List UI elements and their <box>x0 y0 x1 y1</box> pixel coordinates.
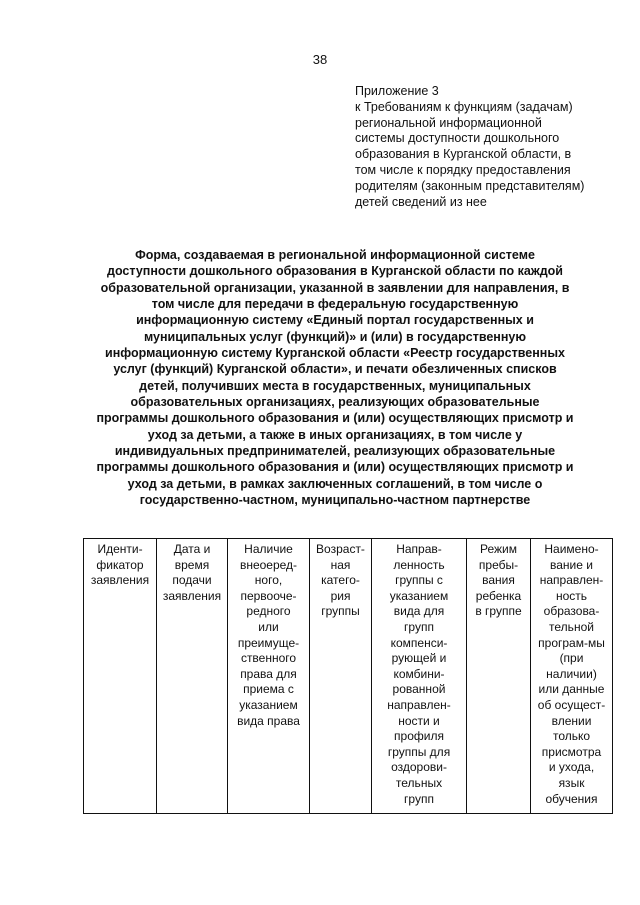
appendix-line: Приложение 3 <box>355 84 439 98</box>
header-cell-line: указанием <box>239 697 298 712</box>
header-cell-line: програм-мы <box>538 635 605 650</box>
header-cell-line: вида для <box>393 604 445 619</box>
header-cell-group-focus <box>372 539 467 814</box>
header-cell-line: вание и <box>550 557 593 572</box>
header-cell-line: ность <box>555 588 588 603</box>
header-cell-line: первооче- <box>240 588 297 603</box>
header-cell-line: язык <box>558 775 585 790</box>
header-cell-line: тельных <box>395 775 443 790</box>
form-title-line: программы дошкольного образования и (или) осуществляющих присмотр и <box>96 460 574 475</box>
header-cell-line: Наличие <box>244 542 293 556</box>
form-title-line: том числе для передачи в федеральную государственную <box>151 297 519 312</box>
form-title-line: Форма, создаваемая в региональной информационной системе <box>135 248 535 262</box>
header-cell-line: Иденти- <box>97 542 143 556</box>
appendix-line: детей сведений из нее <box>355 194 487 209</box>
form-title-line: доступности дошкольного образования в Курганской области по каждой <box>107 264 563 279</box>
header-cell-line: в группе <box>475 604 522 619</box>
form-title-line: муниципальных услуг (функций)» и (или) в государственную <box>143 329 527 344</box>
header-cell-line: Режим <box>480 542 517 556</box>
header-cell-line: группы для <box>387 744 451 759</box>
header-cell-line: групп <box>404 619 434 634</box>
header-cell-line: подачи <box>172 573 212 588</box>
header-cell-line: обучения <box>545 791 598 806</box>
form-title-line: образовательных организациях, реализующих образовательные <box>130 395 540 410</box>
header-cell-line: профиля <box>394 729 444 744</box>
header-cell-line: группы с <box>395 573 443 588</box>
header-cell-age-category <box>310 539 372 814</box>
appendix-line: системы доступности дошкольного <box>355 131 560 146</box>
form-table <box>83 538 613 814</box>
header-cell-line: (при <box>559 651 584 666</box>
header-cell-line: ного, <box>254 573 283 588</box>
header-cell-line: оздорови- <box>391 760 447 775</box>
header-cell-line: групп <box>404 791 434 806</box>
header-cell-line: внеоеред- <box>239 557 298 572</box>
header-cell-line: комбини- <box>393 666 445 681</box>
form-title-line: детей, получивших места в государственных, муниципальных <box>139 378 531 393</box>
header-cell-line: или данные <box>538 682 605 697</box>
header-cell-line: указанием <box>389 588 449 603</box>
header-cell-line: права для <box>240 666 297 681</box>
header-cell-line: ности и <box>398 713 440 728</box>
header-cell-line: вида права <box>237 713 300 728</box>
header-cell-line: Наимено- <box>544 542 599 556</box>
header-cell-line: ственного <box>240 651 297 666</box>
header-cell-line: катего- <box>321 573 360 588</box>
header-cell-line: группы <box>321 604 360 619</box>
header-cell-line: только <box>552 729 591 744</box>
header-cell-line: тельной <box>549 619 594 634</box>
header-cell-line: редного <box>246 604 291 619</box>
header-cell-program <box>531 539 613 814</box>
header-cell-line: ная <box>330 557 351 572</box>
form-title-line: программы дошкольного образования и (или) осуществляющих присмотр и <box>96 411 574 426</box>
header-cell-line: Дата и <box>173 542 211 556</box>
header-cell-line: время <box>174 557 210 572</box>
header-cell-line: и ухода, <box>548 760 595 775</box>
header-cell-line: пребы- <box>478 557 519 572</box>
form-title <box>60 247 610 509</box>
header-cell-line: заявления <box>90 573 150 588</box>
header-cell-line: рованной <box>392 682 446 697</box>
header-cell-line: фикатор <box>96 557 144 572</box>
form-title-line: уход за детьми, в рамках заключенных соглашений, в том числе о <box>127 476 543 491</box>
header-cell-line: направлен- <box>387 697 451 712</box>
header-cell-line: Направ- <box>396 542 442 556</box>
header-cell-line: образова- <box>543 604 600 619</box>
header-cell-priority-right <box>228 539 310 814</box>
header-cell-line: присмотра <box>541 744 602 759</box>
header-cell-line: ребенка <box>475 588 522 603</box>
appendix-line: к Требованиям к функциям (задачам) <box>355 99 573 114</box>
header-cell-line: ленность <box>393 557 445 572</box>
appendix-line: региональной информационной <box>355 115 542 130</box>
form-title-line: информационную систему Курганской области «Реестр государственных <box>105 346 565 361</box>
header-cell-line: об осущест- <box>537 697 606 712</box>
appendix-line: родителям (законным представителям) <box>355 178 585 193</box>
appendix-line: том числе к порядку предоставления <box>355 162 571 177</box>
header-cell-line: направлен- <box>539 573 604 588</box>
form-title-line: уход за детьми, а также в иных организациях, в том числе у <box>147 427 523 442</box>
header-cell-line: рующей и <box>391 651 447 666</box>
header-cell-line: рия <box>330 588 351 603</box>
appendix-header <box>355 84 615 210</box>
header-cell-line: наличии) <box>546 666 597 681</box>
form-title-line: образовательной организации, указанной в заявлении для направления, в <box>100 280 570 295</box>
appendix-line: образования в Курганской области, в <box>355 147 572 162</box>
header-cell-application-id <box>84 539 157 814</box>
header-cell-line: или <box>258 619 279 634</box>
header-cell-line: заявления <box>162 588 222 603</box>
form-title-line: государственно-частном, муниципально-частном партнерстве <box>139 493 531 508</box>
header-cell-line: влении <box>551 713 592 728</box>
form-title-line: индивидуальных предпринимателей, реализующих образовательные <box>114 444 556 459</box>
form-title-line: информационную систему «Единый портал государственных и <box>136 313 534 328</box>
header-cell-line: вания <box>482 573 515 588</box>
header-cell-submission-date <box>157 539 228 814</box>
header-cell-line: компенси- <box>390 635 448 650</box>
header-cell-line: преимуще- <box>237 635 300 650</box>
form-title-line: услуг (функций) Курганской области», и печати обезличенных списков <box>113 362 557 377</box>
page-number: 38 <box>312 52 328 67</box>
table-header-row <box>84 539 613 814</box>
header-cell-stay-mode <box>467 539 531 814</box>
header-cell-line: Возраст- <box>316 542 365 556</box>
header-cell-line: приема с <box>243 682 294 697</box>
